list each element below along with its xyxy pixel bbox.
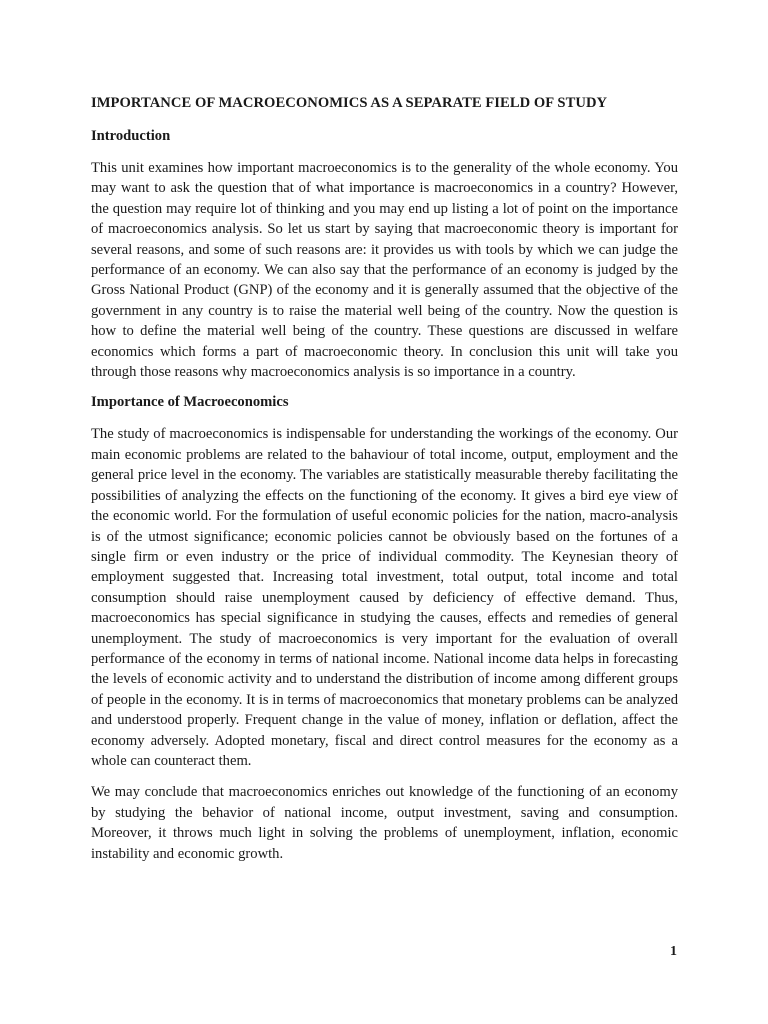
importance-paragraph-1: The study of macroeconomics is indispensable for understanding the workings of the economy. Our main economic problems are related to the bahaviour of total income, output, employment and the general price level in the economy. The variables are statistically measurable thereby facilitating the possibilities of analyzing the effects on the functioning of the economy. It gives a bird eye view of the economic world. For the formulation of useful economic policies for the nation, macro-analysis is of the utmost significance; economic policies cannot be obviously based on the fortunes of a single firm or even industry or the price of individual commodity. The Keynesian theory of employment suggested that. Increasing total investment, total output, total income and total consumption should raise unemployment caused by deficiency of effective demand. Thus, macroeconomics has special significance in studying the causes, effects and remedies of general unemployment. The study of macroeconomics is very important for the evaluation of overall performance of the economy in terms of national income. National income data helps in forecasting the levels of economic activity and to understand the distribution of income among different groups of people in the economy. It is in terms of macroeconomics that monetary problems can be analyzed and understood properly. Frequent change in the value of money, inflation or deflation, affect the economy adversely. Adopted monetary, fiscal and direct control measures for the economy as a whole can counteract them. bbox=[91, 426, 678, 769]
document-title: IMPORTANCE OF MACROECONOMICS AS A SEPARATE FIELD OF STUDY bbox=[91, 95, 608, 111]
introduction-paragraph: This unit examines how important macroeconomics is to the generality of the whole economy. You may want to ask the question that of what importance is macroeconomics in a country? However, the question may require lot of thinking and you may end up listing a lot of point on the importance of macroeconomics analysis. So let us start by saying that macroeconomic theory is important for several reasons, and some of such reasons are: it provides us with tools by which we can judge the performance of an economy. We can also say that the performance of an economy is judged by the Gross National Product (GNP) of the economy and it is generally assumed that the objective of the government in any country is to raise the material well being of the country. Now the question is how to define the material well being of the country. These questions are discussed in welfare economics which forms a part of macroeconomic theory. In conclusion this unit will take you through those reasons why macroeconomics analysis is so importance in a country. bbox=[91, 160, 678, 381]
page-number: 1 bbox=[670, 944, 677, 959]
section-heading-importance: Importance of Macroeconomics bbox=[91, 394, 289, 411]
section-heading-introduction: Introduction bbox=[91, 128, 171, 144]
document-page bbox=[91, 94, 678, 875]
importance-paragraph-2: We may conclude that macroeconomics enriches out knowledge of the functioning of an economy by studying the behavior of national income, output investment, saving and consumption. Moreover, it throws much light in solving the problems of unemployment, inflation, economic instability and economic growth. bbox=[91, 784, 678, 862]
